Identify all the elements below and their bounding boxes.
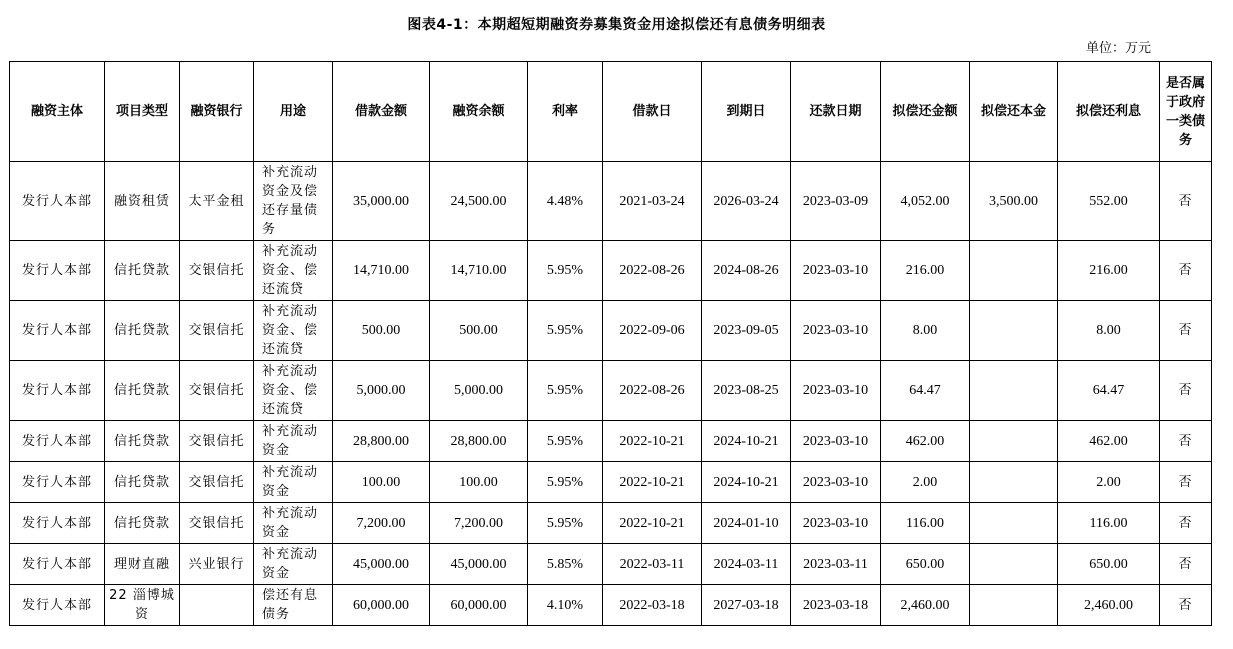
bank-cell: 交银信托 xyxy=(180,503,254,544)
table-title: 图表4-1：本期超短期融资券募集资金用途拟偿还有息债务明细表 xyxy=(407,17,826,33)
purpose-cell: 偿还有息债务 xyxy=(254,585,333,626)
loan-cell: 60,000.00 xyxy=(333,585,430,626)
repay-interest-cell: 2.00 xyxy=(1058,462,1160,503)
repay-principal-cell xyxy=(970,301,1058,361)
header-cell: 融资余额 xyxy=(430,62,528,162)
repay-date-cell: 2023-03-10 xyxy=(791,241,881,301)
repay-date-cell: 2023-03-10 xyxy=(791,301,881,361)
purpose-cell: 补充流动资金 xyxy=(254,421,333,462)
repay-total-cell: 4,052.00 xyxy=(881,162,970,241)
repay-interest-cell: 64.47 xyxy=(1058,361,1160,421)
header-cell: 融资主体 xyxy=(10,62,105,162)
bank-cell: 交银信托 xyxy=(180,421,254,462)
repay-interest-cell: 216.00 xyxy=(1058,241,1160,301)
repay-total-cell: 64.47 xyxy=(881,361,970,421)
entity-cell: 发行人本部 xyxy=(10,585,105,626)
purpose-cell: 补充流动资金、偿还流贷 xyxy=(254,241,333,301)
loan-cell: 5,000.00 xyxy=(333,361,430,421)
purpose-cell: 补充流动资金及偿还存量债务 xyxy=(254,162,333,241)
purpose-cell: 补充流动资金 xyxy=(254,544,333,585)
due-date-cell: 2024-10-21 xyxy=(702,421,791,462)
gov-debt-cell: 否 xyxy=(1160,421,1212,462)
header-cell: 项目类型 xyxy=(105,62,180,162)
purpose-cell: 补充流动资金 xyxy=(254,462,333,503)
loan-date-cell: 2022-10-21 xyxy=(603,462,702,503)
entity-cell: 发行人本部 xyxy=(10,544,105,585)
loan-cell: 28,800.00 xyxy=(333,421,430,462)
purpose-cell: 补充流动资金、偿还流贷 xyxy=(254,301,333,361)
rate-cell: 5.95% xyxy=(528,301,603,361)
type-cell: 理财直融 xyxy=(105,544,180,585)
repay-interest-cell: 650.00 xyxy=(1058,544,1160,585)
repay-date-cell: 2023-03-18 xyxy=(791,585,881,626)
repay-principal-cell xyxy=(970,421,1058,462)
type-cell: 信托贷款 xyxy=(105,421,180,462)
header-cell: 利率 xyxy=(528,62,603,162)
repay-interest-cell: 552.00 xyxy=(1058,162,1160,241)
repay-total-cell: 462.00 xyxy=(881,421,970,462)
due-date-cell: 2024-03-11 xyxy=(702,544,791,585)
header-cell: 借款日 xyxy=(603,62,702,162)
bank-cell: 交银信托 xyxy=(180,241,254,301)
rate-cell: 5.95% xyxy=(528,361,603,421)
type-cell: 信托贷款 xyxy=(105,241,180,301)
loan-date-cell: 2022-10-21 xyxy=(603,503,702,544)
repay-principal-cell xyxy=(970,503,1058,544)
balance-cell: 28,800.00 xyxy=(430,421,528,462)
repay-principal-cell: 3,500.00 xyxy=(970,162,1058,241)
entity-cell: 发行人本部 xyxy=(10,241,105,301)
gov-debt-cell: 否 xyxy=(1160,462,1212,503)
entity-cell: 发行人本部 xyxy=(10,462,105,503)
rate-cell: 5.95% xyxy=(528,241,603,301)
entity-cell: 发行人本部 xyxy=(10,361,105,421)
entity-cell: 发行人本部 xyxy=(10,421,105,462)
table-row xyxy=(10,585,1212,626)
debt-detail-table xyxy=(9,61,1212,626)
loan-cell: 500.00 xyxy=(333,301,430,361)
rate-cell: 4.48% xyxy=(528,162,603,241)
header-cell: 借款金额 xyxy=(333,62,430,162)
header-cell: 用途 xyxy=(254,62,333,162)
table-row xyxy=(10,241,1212,301)
balance-cell: 100.00 xyxy=(430,462,528,503)
table-row xyxy=(10,301,1212,361)
repay-total-cell: 2,460.00 xyxy=(881,585,970,626)
bank-cell: 交银信托 xyxy=(180,462,254,503)
table-row xyxy=(10,503,1212,544)
repay-date-cell: 2023-03-11 xyxy=(791,544,881,585)
repay-interest-cell: 2,460.00 xyxy=(1058,585,1160,626)
unit-label: 单位：万元 xyxy=(1085,41,1151,56)
type-cell: 信托贷款 xyxy=(105,503,180,544)
balance-cell: 14,710.00 xyxy=(430,241,528,301)
header-cell: 拟偿还本金 xyxy=(970,62,1058,162)
table-row xyxy=(10,462,1212,503)
repay-date-cell: 2023-03-10 xyxy=(791,462,881,503)
header-cell: 拟偿还利息 xyxy=(1058,62,1160,162)
due-date-cell: 2024-08-26 xyxy=(702,241,791,301)
type-cell: 融资租赁 xyxy=(105,162,180,241)
due-date-cell: 2024-10-21 xyxy=(702,462,791,503)
repay-date-cell: 2023-03-10 xyxy=(791,421,881,462)
rate-cell: 5.95% xyxy=(528,462,603,503)
header-cell: 到期日 xyxy=(702,62,791,162)
gov-debt-cell: 否 xyxy=(1160,544,1212,585)
gov-debt-cell: 否 xyxy=(1160,162,1212,241)
due-date-cell: 2023-08-25 xyxy=(702,361,791,421)
repay-principal-cell xyxy=(970,585,1058,626)
balance-cell: 24,500.00 xyxy=(430,162,528,241)
repay-interest-cell: 8.00 xyxy=(1058,301,1160,361)
repay-total-cell: 116.00 xyxy=(881,503,970,544)
loan-date-cell: 2022-09-06 xyxy=(603,301,702,361)
gov-debt-cell: 否 xyxy=(1160,301,1212,361)
loan-cell: 45,000.00 xyxy=(333,544,430,585)
balance-cell: 7,200.00 xyxy=(430,503,528,544)
rate-cell: 5.95% xyxy=(528,421,603,462)
due-date-cell: 2023-09-05 xyxy=(702,301,791,361)
bank-cell: 兴业银行 xyxy=(180,544,254,585)
loan-cell: 100.00 xyxy=(333,462,430,503)
balance-cell: 45,000.00 xyxy=(430,544,528,585)
repay-date-cell: 2023-03-10 xyxy=(791,503,881,544)
repay-principal-cell xyxy=(970,462,1058,503)
loan-date-cell: 2022-08-26 xyxy=(603,361,702,421)
loan-date-cell: 2022-03-11 xyxy=(603,544,702,585)
purpose-cell: 补充流动资金 xyxy=(254,503,333,544)
repay-principal-cell xyxy=(970,544,1058,585)
repay-total-cell: 2.00 xyxy=(881,462,970,503)
repay-total-cell: 8.00 xyxy=(881,301,970,361)
header-row xyxy=(10,62,1212,162)
loan-cell: 7,200.00 xyxy=(333,503,430,544)
type-cell: 22 淄博城 资 xyxy=(105,585,180,626)
loan-cell: 35,000.00 xyxy=(333,162,430,241)
gov-debt-cell: 否 xyxy=(1160,585,1212,626)
bank-cell: 太平金租 xyxy=(180,162,254,241)
bank-cell xyxy=(180,585,254,626)
repay-date-cell: 2023-03-09 xyxy=(791,162,881,241)
repay-date-cell: 2023-03-10 xyxy=(791,361,881,421)
header-cell: 融资银行 xyxy=(180,62,254,162)
loan-date-cell: 2022-10-21 xyxy=(603,421,702,462)
table-row xyxy=(10,361,1212,421)
loan-date-cell: 2022-08-26 xyxy=(603,241,702,301)
table-row xyxy=(10,162,1212,241)
bank-cell: 交银信托 xyxy=(180,361,254,421)
due-date-cell: 2027-03-18 xyxy=(702,585,791,626)
gov-debt-cell: 否 xyxy=(1160,361,1212,421)
entity-cell: 发行人本部 xyxy=(10,162,105,241)
type-cell: 信托贷款 xyxy=(105,301,180,361)
rate-cell: 5.85% xyxy=(528,544,603,585)
gov-debt-cell: 否 xyxy=(1160,241,1212,301)
balance-cell: 500.00 xyxy=(430,301,528,361)
repay-principal-cell xyxy=(970,241,1058,301)
rate-cell: 5.95% xyxy=(528,503,603,544)
repay-interest-cell: 116.00 xyxy=(1058,503,1160,544)
repay-principal-cell xyxy=(970,361,1058,421)
header-cell: 拟偿还金额 xyxy=(881,62,970,162)
entity-cell: 发行人本部 xyxy=(10,301,105,361)
bank-cell: 交银信托 xyxy=(180,301,254,361)
repay-total-cell: 650.00 xyxy=(881,544,970,585)
table-row xyxy=(10,544,1212,585)
entity-cell: 发行人本部 xyxy=(10,503,105,544)
due-date-cell: 2024-01-10 xyxy=(702,503,791,544)
due-date-cell: 2026-03-24 xyxy=(702,162,791,241)
type-cell: 信托贷款 xyxy=(105,462,180,503)
purpose-cell: 补充流动资金、偿还流贷 xyxy=(254,361,333,421)
repay-total-cell: 216.00 xyxy=(881,241,970,301)
repay-interest-cell: 462.00 xyxy=(1058,421,1160,462)
type-cell: 信托贷款 xyxy=(105,361,180,421)
loan-date-cell: 2022-03-18 xyxy=(603,585,702,626)
balance-cell: 5,000.00 xyxy=(430,361,528,421)
balance-cell: 60,000.00 xyxy=(430,585,528,626)
loan-date-cell: 2021-03-24 xyxy=(603,162,702,241)
rate-cell: 4.10% xyxy=(528,585,603,626)
loan-cell: 14,710.00 xyxy=(333,241,430,301)
table-row xyxy=(10,421,1212,462)
gov-debt-cell: 否 xyxy=(1160,503,1212,544)
header-cell: 是否属于政府一类债务 xyxy=(1160,62,1212,162)
header-cell: 还款日期 xyxy=(791,62,881,162)
